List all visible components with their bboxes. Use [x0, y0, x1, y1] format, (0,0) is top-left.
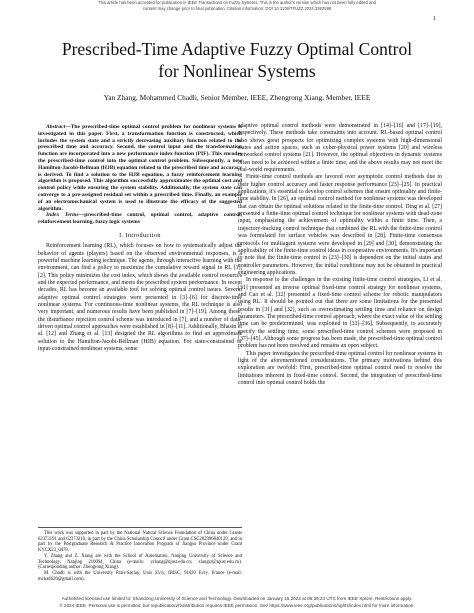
footnote-funding: This work was supported in part by the National Natural Science Foundation of China under Grants 62373191 and 62373210, in part by the China Scholarship Council under Grant CSC202306840129, and in part by the Postgraduate Research & Practice Innovation Program of Jiangsu Province under Grant KYCX23_0478.	[38, 531, 242, 554]
title-line-2: for Nonlinear Systems	[158, 61, 316, 81]
paper-title	[0, 38, 474, 82]
index-terms: Index Terms—prescribed-time control, optimal control, adaptive control, reinforcement learning, fuzzy logic systems	[38, 212, 242, 226]
body-paragraph: Finite-time control methods are favored over asymptotic control methods due to their higher control accuracy and faster response performance [23]–[25]. In practical applications, it's essential to develop control schemes that ensure optimality and finite-time stability. In [26], an optimal control method for nonlinear systems was developed that can obtain the optimal solutions related to the finite-time control. Ding et al. [27] presented a finite-time optimal control technique for nonlinear systems with dead-zone input, emphasizing the achievement of optimality within a finite time. Then, a trajectory-tracking control technique that combined the RL with the finite-time control was formulated for surface vehicles was described in [28]. Finite-time consensus protocols for multiagent systems were developed in [29] and [30], demonstrating the applicability of the finite-time control ideas in cooperative environments. It's important to note that the finite-time control in [23]–[30] is dependent on the initial states and controller parameters. However, the initial conditions may not be obtained in practical engineering applications.	[238, 174, 442, 276]
right-column	[238, 123, 442, 387]
title-line-1: Prescribed-Time Adaptive Fuzzy Optimal Control	[61, 39, 413, 59]
body-paragraph: This paper investigates the prescribed-time optimal control for nonlinear systems in light of the aforementioned considerations. The primary motivations behind this exploration are twofold: First, prescribed-time optimal control need to resolve the limitations inherent in fixed-time control. Second, the integration of prescribed-time control into optimal control holds the	[238, 350, 442, 387]
abstract-text: The prescribed-time optimal control problem for nonlinear systems is investigated in this paper. First, a transformation function is constructed, which includes the system state and a strictly decreasing auxiliary function related to the prescribed time and accuracy. Second, the control input and the transformation function are incorporated into a new performance index function (PIF). This encodes the prescribed-time control into the optimal control problem. Subsequently, a new Hamilton-Jacobi-Bellman (HJB) equation related to the prescribed time and accuracy is derived. To find a solution to the HJB equation, a fuzzy reinforcement learning algorithm is proposed. This algorithm successfully approximates the optimal cost and control policy while ensuring the system stability. Additionally, the system state can converge to a pre-assigned residual set within a prescribed time. Finally, an example of an electromechanical system is used to illustrate the efficacy of the suggested algorithm.	[38, 124, 242, 212]
journal-header	[0, 0, 474, 12]
abstract: Abstract—The prescribed-time optimal control problem for nonlinear systems is investigated in this paper. First, a transformation function is constructed, which includes the system state and a strictly decreasing auxiliary function related to the prescribed time and accuracy. Second, the control input and the transformation function are incorporated into a new performance index function (PIF). This encodes the prescribed-time control into the optimal control problem. Subsequently, a new Hamilton-Jacobi-Bellman (HJB) equation related to the prescribed time and accuracy is derived. To find a solution to the HJB equation, a fuzzy reinforcement learning algorithm is proposed. This algorithm successfully approximates the optimal cost and control policy while ensuring the system stability. Additionally, the system state can converge to a pre-assigned residual set within a prescribed time. Finally, an example of an electromechanical system is used to illustrate the efficacy of the suggested algorithm.	[38, 124, 242, 212]
footnote-affiliation-2: M. Chadli is with the University Paris-Saclay, Univ Evry, IBISC, 91020 Evry, France (e-mail: mchadli20@gmail.com).	[38, 570, 242, 582]
index-terms-text: prescribed-time control, optimal control, adaptive control, reinforcement learning, fuzzy logic systems	[38, 212, 242, 226]
author-list: Yan Zhang, Mohammed Chadli, Senior Member, IEEE, Zhengrong Xiang, Member, IEEE	[103, 93, 371, 102]
section-heading-introduction: I. Introduction	[119, 231, 161, 239]
intro-paragraph: Reinforcement learning (RL), which focuses on how to systematically adjust the behavior of agents (players) based on the observed environmental responses, is a powerful machine learning technique. The agents, through interactive learning with the environment, can find a policy to maximize the cumulative reward signal in RL [1], [2]. This policy minimizes the cost index, which shows the available control resources and the expected performance, and meets the prescribed system performance. In recent decades, RL has become an available tool for solving optimal control issues. Several adaptive optimal control strategies were presented in [3]–[6] for discrete-time nonlinear systems. For continuous-time nonlinear systems, the RL technique is also very important, and numerous results have been published in [7]–[19]. Among these, the disturbance rejection control scheme was introduced in [7], and a number of data-driven optimal control approaches were established in [8]–[11]. Additionally, Bhasin et al. [12] and Zhang et al. [13] designed the RL algorithms to find an approximate solution to the Hamilton-Jacobi-Bellman (HJB) equation. For state-constrained or input-constrained nonlinear systems, some	[38, 243, 242, 353]
index-terms-label: Index Terms	[46, 212, 79, 219]
header-line-2: content may change prior to final publication. Citation information: DOI 10.1109/TFUZZ.2024.3362596	[142, 6, 332, 11]
abstract-label: Abstract	[46, 124, 66, 130]
body-paragraph: adaptive optimal control methods were demonstrated in [14]–[16] and [17]–[19], respectively. These methods take constraints into account. RL-based optimal control also shows great prospects for optimizing complex systems with high-dimensional states and action spaces, such as cyber-physical power systems [20] and wireless networked control systems [21]. However, the optimal objectives in dynamic systems often need to be achieved within a finite time, and the above results may not meet the real-world requirements.	[238, 123, 442, 174]
license-notice: Authorized licensed use limited to: Shandong University of Science and Technology. Downloaded on January 15,2024 at 06:39:24 UTC from IEEE Xplore. Restrictions apply.	[61, 596, 413, 601]
body-paragraph: In response to the challenges in the existing finite-time control strategies, Li et al. [31] presented an inverse optimal fixed-time control strategy for nonlinear systems, and Cao et al. [32] presented a fixed-time control scheme for robotic manipulators using RL. It should be pointed out that there are some limitations for the presented results in [31] and [32], such as overestimating settling time and reliance on design parameters. The prescribed-time control approach, where the exact value of the settling time can be predetermined, was exploited in [33]–[36]. Subsequently, to accurately specify the settling time, some prescribed-time control schemes were proposed in [37]–[45]. Although some progress has been made, the prescribed-time optimal control problem has not been resolved and remains an open subject.	[238, 277, 442, 350]
left-column	[38, 124, 242, 353]
page-number: 1	[433, 16, 436, 22]
footnotes	[38, 527, 242, 582]
footnote-affiliation-1: Y. Zhang and Z. Xiang are with the School of Automation, Nanjing University of Science and Technology, Nanjing 210094, China (e-mails: yzhang@njust.edu.cn; xiangzr@njust.edu.cn). (Corresponding author: Zhengrong Xiang).	[38, 553, 242, 571]
header-line-1: This article has been accepted for publication in IEEE Transactions on Fuzzy Systems. This is the author's version which has not been fully edited and	[98, 0, 376, 5]
copyright-notice: © 2024 IEEE. Personal use is permitted, but republication/redistribution requires IEEE permission. See https://www.ieee.org/publications/rights/index.html for more information.	[59, 603, 415, 608]
